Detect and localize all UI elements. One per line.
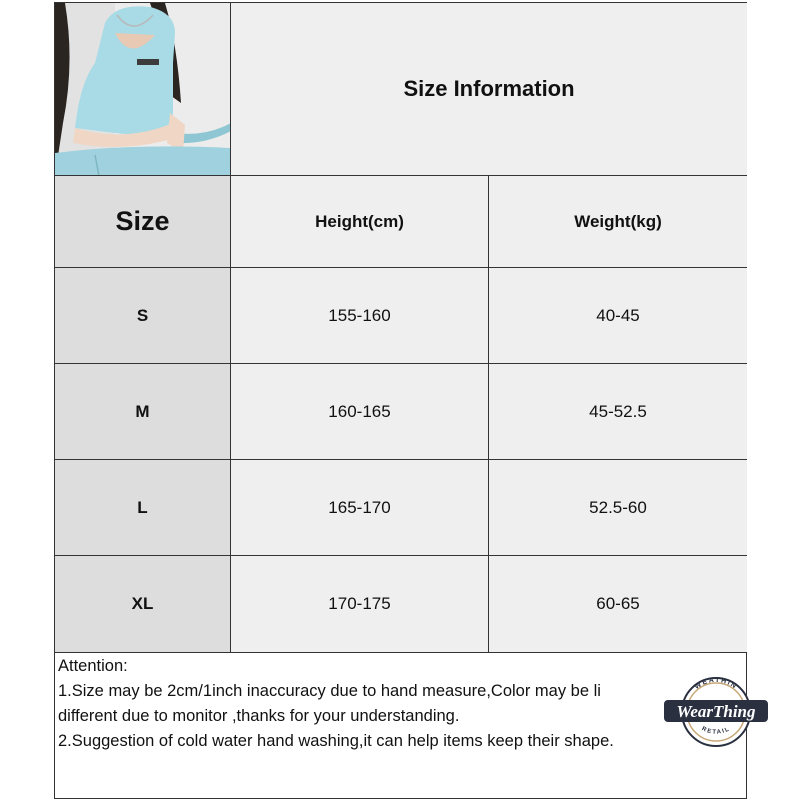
header-weight: Weight(kg)	[489, 176, 747, 268]
notes-line: different due to monitor ,thanks for your understanding.	[58, 707, 460, 725]
table-row-size: S	[55, 268, 231, 364]
table-row-size: XL	[55, 556, 231, 653]
table-row-weight: 45-52.5	[489, 364, 747, 460]
svg-text:WEATHIN: WEATHIN	[693, 676, 739, 691]
table-row-size: L	[55, 460, 231, 556]
table-row-height: 165-170	[231, 460, 489, 556]
attention-notes	[55, 653, 746, 798]
table-row-height: 170-175	[231, 556, 489, 653]
svg-text:RETAIL: RETAIL	[700, 726, 732, 736]
table-row-weight: 40-45	[489, 268, 747, 364]
header-size: Size	[55, 176, 231, 268]
header-height: Height(cm)	[231, 176, 489, 268]
page-title: Size Information	[231, 3, 747, 176]
table-row-weight: 52.5-60	[489, 460, 747, 556]
svg-text:WearThing: WearThing	[676, 702, 756, 721]
notes-heading: Attention:	[58, 657, 128, 675]
product-photo	[55, 3, 231, 176]
table-row-weight: 60-65	[489, 556, 747, 653]
table-row-height: 155-160	[231, 268, 489, 364]
table-row-height: 160-165	[231, 364, 489, 460]
notes-line: 1.Size may be 2cm/1inch inaccuracy due to hand measure,Color may be li	[58, 682, 601, 700]
brand-logo-badge	[660, 672, 772, 748]
table-row-size: M	[55, 364, 231, 460]
notes-line: 2.Suggestion of cold water hand washing,it can help items keep their shape.	[58, 732, 614, 750]
product-image	[55, 3, 231, 176]
size-chart	[54, 2, 747, 799]
